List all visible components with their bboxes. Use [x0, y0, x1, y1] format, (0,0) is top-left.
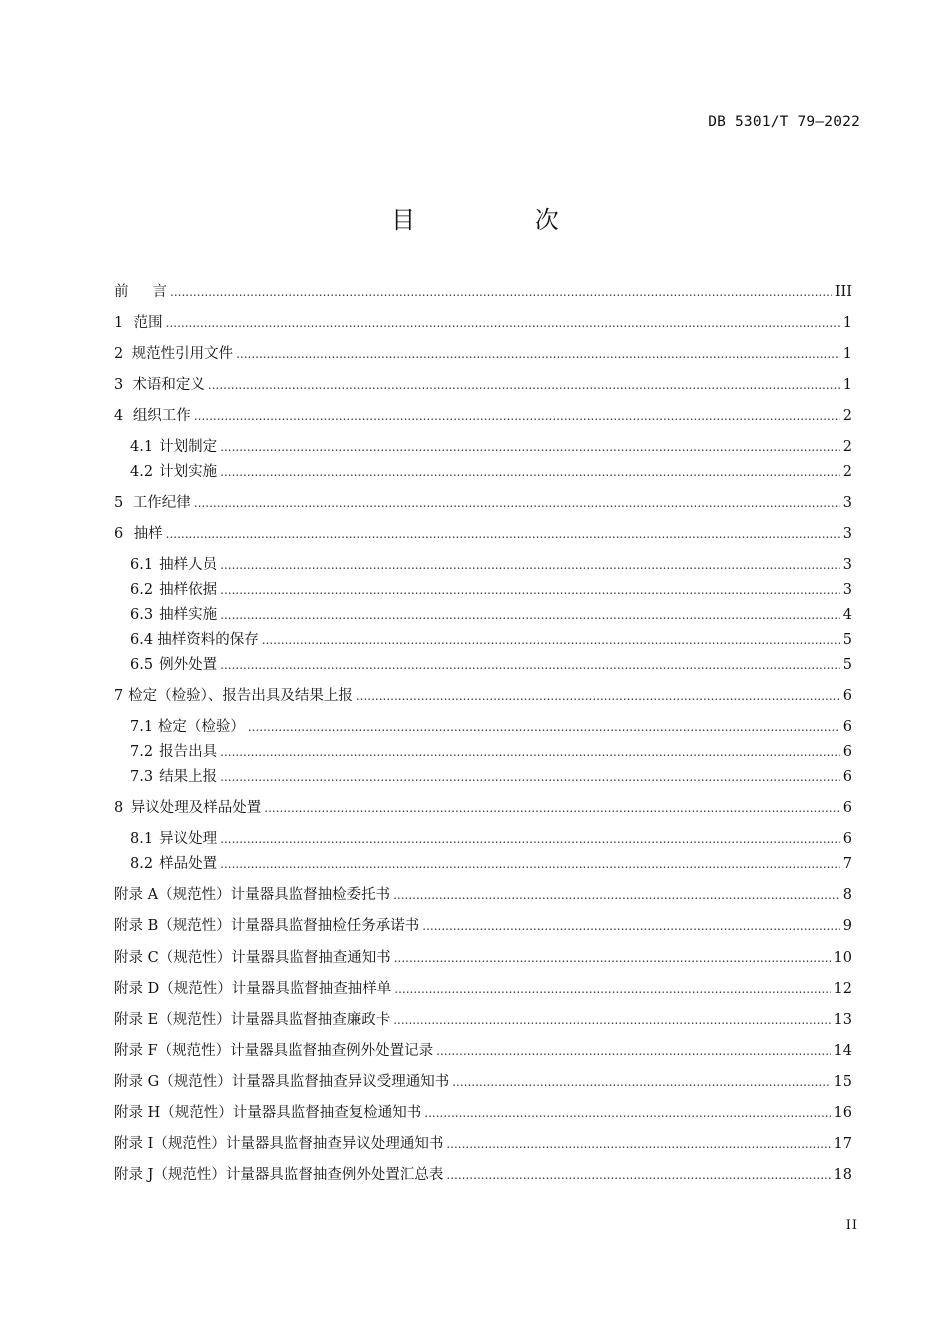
toc-entry-number: 前 [114, 284, 129, 300]
toc-entry-label: 术语和定义 [132, 377, 205, 393]
toc-entry[interactable] [114, 281, 852, 303]
toc-dot-leader [424, 1102, 830, 1124]
toc-entry-label: 异议处理 [159, 831, 218, 847]
toc-entry-label: 异议处理及样品处置 [130, 800, 262, 816]
toc-entry-page: 2 [842, 408, 852, 424]
toc-entry-page: 5 [842, 632, 852, 648]
toc-entry-page: 4 [842, 607, 852, 623]
toc-entry-number: 7.2 [130, 744, 154, 760]
toc-entry-page: 13 [833, 1012, 852, 1028]
toc-entry-number: 8.2 [130, 856, 154, 872]
toc-entry-page: 18 [833, 1167, 852, 1183]
toc-entry-page: 3 [842, 557, 852, 573]
toc-entry-number: 6.5 [130, 657, 154, 673]
toc-annex-type: （规范性） [158, 918, 231, 934]
toc-entry-label: 结果上报 [159, 769, 218, 785]
toc-entry-number: 6.3 [130, 607, 154, 623]
toc-entry-page: 6 [842, 800, 852, 816]
toc-dot-leader [220, 654, 840, 676]
toc-entry-page: 3 [842, 495, 852, 511]
toc-dot-leader [446, 1164, 830, 1186]
toc-dot-leader [220, 828, 840, 850]
toc-dot-leader [166, 523, 840, 545]
toc-entry-page: 16 [833, 1105, 852, 1121]
toc-entry[interactable] [114, 1133, 852, 1155]
toc-entry-page: 6 [842, 769, 852, 785]
toc-entry-page: 9 [842, 918, 852, 934]
toc-dot-leader [422, 915, 840, 937]
toc-entry-number: 2 [114, 346, 124, 362]
toc-dot-leader [220, 604, 840, 626]
toc-dot-leader [248, 716, 840, 738]
toc-entry-page: 3 [842, 582, 852, 598]
toc-dot-leader [220, 853, 840, 875]
toc-entry[interactable] [130, 654, 852, 676]
toc-entry-page: 15 [833, 1074, 852, 1090]
toc-entry-page: 2 [842, 439, 852, 455]
toc-annex-type: （规范性） [153, 1136, 226, 1152]
toc-entry-label: 计量器具监督抽查廉政卡 [230, 1012, 391, 1028]
toc-entry-number: 附录 D [114, 981, 160, 997]
toc-entry-page: 10 [833, 950, 852, 966]
toc-entry-label: 计量器具监督抽查复检通知书 [232, 1105, 422, 1121]
toc-entry-label: 抽样依据 [159, 582, 218, 598]
toc-dot-leader [393, 1009, 830, 1031]
toc-entry-number: 6 [114, 526, 124, 542]
toc-entry-number: 3 [114, 377, 124, 393]
toc-dot-leader [170, 281, 832, 303]
toc-entry[interactable] [114, 884, 852, 906]
toc-entry-page: 3 [842, 526, 852, 542]
toc-dot-leader [394, 947, 831, 969]
toc-entry-label: 言 [152, 284, 168, 300]
toc-entry[interactable] [130, 579, 852, 601]
toc-entry[interactable] [130, 716, 852, 738]
toc-entry-page: 6 [842, 688, 852, 704]
toc-entry[interactable] [114, 685, 852, 707]
toc-entry-number: 附录 G [114, 1074, 160, 1090]
toc-entry[interactable] [130, 741, 852, 763]
toc-entry-number: 8.1 [130, 831, 154, 847]
toc-entry[interactable] [130, 554, 852, 576]
toc-entry-label: 抽样人员 [159, 557, 218, 573]
toc-entry-number: 附录 F [114, 1043, 158, 1059]
toc-entry-label: 样品处置 [159, 856, 218, 872]
toc-entry-number: 6.4 [130, 632, 154, 648]
toc-annex-type: （规范性） [153, 1167, 226, 1183]
toc-entry[interactable] [114, 915, 852, 937]
toc-entry-label: 计量器具监督抽查例外处置汇总表 [225, 1167, 444, 1183]
toc-entry-page: 6 [842, 831, 852, 847]
toc-entry[interactable] [114, 523, 852, 545]
toc-entry-number: 附录 I [114, 1136, 154, 1152]
page-number: II [845, 1218, 858, 1233]
toc-entry-page: III [834, 284, 852, 300]
toc-entry[interactable] [130, 604, 852, 626]
toc-dot-leader [236, 343, 840, 365]
toc-entry-number: 5 [114, 495, 124, 511]
toc-dot-leader [264, 797, 840, 819]
toc-entry-label: 例外处置 [159, 657, 218, 673]
toc-entry[interactable] [114, 343, 852, 365]
toc-entry-number: 4.2 [130, 464, 154, 480]
toc-dot-leader [220, 436, 840, 458]
toc-entry-label: 工作纪律 [132, 495, 191, 511]
toc-entry-number: 7.1 [130, 719, 154, 735]
toc-entry-number: 附录 A [114, 887, 159, 903]
toc-entry-page: 6 [842, 744, 852, 760]
toc-dot-leader [166, 312, 840, 334]
toc-entry-number: 附录 E [114, 1012, 159, 1028]
toc-entry-label: 计量器具监督抽查通知书 [231, 950, 391, 966]
toc-entry-number: 4 [114, 408, 124, 424]
toc-entry-page: 6 [842, 719, 852, 735]
table-of-contents [114, 0, 852, 1344]
toc-dot-leader [220, 741, 840, 763]
toc-entry-label: 计量器具监督抽查异议处理通知书 [225, 1136, 444, 1152]
toc-entry-label: 报告出具 [159, 744, 218, 760]
toc-entry-number: 1 [114, 315, 124, 331]
toc-annex-type: （规范性） [160, 1105, 233, 1121]
toc-entry[interactable] [114, 1071, 852, 1093]
toc-dot-leader [262, 629, 840, 651]
toc-entry-number: 4.1 [130, 439, 154, 455]
toc-dot-leader [194, 492, 840, 514]
toc-entry[interactable] [130, 766, 852, 788]
toc-entry[interactable] [114, 1009, 852, 1031]
toc-entry-label: 计量器具监督抽查例外处置记录 [230, 1043, 434, 1059]
page-title: 目 次 [391, 206, 615, 234]
toc-entry-number: 附录 C [114, 950, 159, 966]
toc-entry-page: 8 [842, 887, 852, 903]
toc-entry-label: 范围 [133, 315, 163, 331]
toc-entry[interactable] [130, 436, 852, 458]
toc-entry-page: 12 [833, 981, 852, 997]
toc-entry[interactable] [114, 374, 852, 396]
toc-entry[interactable] [114, 312, 852, 334]
toc-annex-type: （规范性） [158, 887, 231, 903]
toc-entry-page: 1 [842, 346, 852, 362]
toc-entry-page: 7 [842, 856, 852, 872]
toc-dot-leader [393, 884, 840, 906]
toc-entry-page: 1 [842, 377, 852, 393]
toc-entry[interactable] [114, 405, 852, 427]
toc-entry-number: 8 [114, 800, 124, 816]
toc-entry-label: 抽样资料的保存 [157, 632, 259, 648]
toc-entry-label: 抽样 [133, 526, 163, 542]
toc-annex-type: （规范性） [159, 981, 232, 997]
toc-dot-leader [220, 461, 840, 483]
toc-dot-leader [436, 1040, 830, 1062]
document-code: DB 5301/T 79—2022 [708, 114, 860, 130]
toc-entry-page: 2 [842, 464, 852, 480]
toc-entry[interactable] [130, 853, 852, 875]
toc-entry[interactable] [130, 828, 852, 850]
toc-entry[interactable] [114, 1040, 852, 1062]
toc-entry-label: 组织工作 [132, 408, 191, 424]
toc-annex-type: （规范性） [158, 1012, 231, 1028]
toc-entry-number: 附录 B [114, 918, 159, 934]
toc-entry-number: 6.2 [130, 582, 154, 598]
toc-entry[interactable] [114, 797, 852, 819]
toc-dot-leader [452, 1071, 830, 1093]
toc-annex-type: （规范性） [158, 950, 232, 966]
toc-entry-number: 6.1 [130, 557, 154, 573]
toc-dot-leader [446, 1133, 830, 1155]
toc-entry-number: 7.3 [130, 769, 154, 785]
toc-entry[interactable] [130, 629, 852, 651]
toc-entry-label: 计量器具监督抽查抽样单 [231, 981, 392, 997]
toc-dot-leader [220, 766, 840, 788]
toc-entry[interactable] [114, 492, 852, 514]
toc-entry[interactable] [130, 461, 852, 483]
toc-entry[interactable] [114, 978, 852, 1000]
toc-dot-leader [208, 374, 840, 396]
toc-dot-leader [356, 685, 840, 707]
toc-annex-type: （规范性） [159, 1074, 232, 1090]
toc-entry-label: 计划制定 [159, 439, 218, 455]
toc-dot-leader [394, 978, 830, 1000]
toc-entry-label: 计量器具监督抽检委托书 [230, 887, 391, 903]
toc-entry-number: 附录 J [114, 1167, 154, 1183]
toc-entry-label: 计量器具监督抽检任务承诺书 [230, 918, 420, 934]
toc-entry-label: 检定（检验）、报告出具及结果上报 [128, 688, 353, 704]
toc-entry-label: 规范性引用文件 [131, 346, 234, 362]
toc-dot-leader [194, 405, 840, 427]
toc-entry-label: 计量器具监督抽查异议受理通知书 [231, 1074, 450, 1090]
toc-entry-label: 计划实施 [159, 464, 218, 480]
toc-entry-page: 1 [842, 315, 852, 331]
toc-entry-page: 5 [842, 657, 852, 673]
toc-entry-page: 17 [833, 1136, 852, 1152]
toc-entry[interactable] [114, 1164, 852, 1186]
toc-entry-label: 检定（检验） [157, 719, 245, 735]
toc-entry-page: 14 [833, 1043, 852, 1059]
toc-dot-leader [220, 554, 840, 576]
toc-entry[interactable] [114, 947, 852, 969]
toc-entry-number: 7 [114, 688, 124, 704]
toc-dot-leader [220, 579, 840, 601]
toc-entry-label: 抽样实施 [159, 607, 218, 623]
toc-entry[interactable] [114, 1102, 852, 1124]
toc-annex-type: （规范性） [157, 1043, 231, 1059]
toc-entry-number: 附录 H [114, 1105, 161, 1121]
